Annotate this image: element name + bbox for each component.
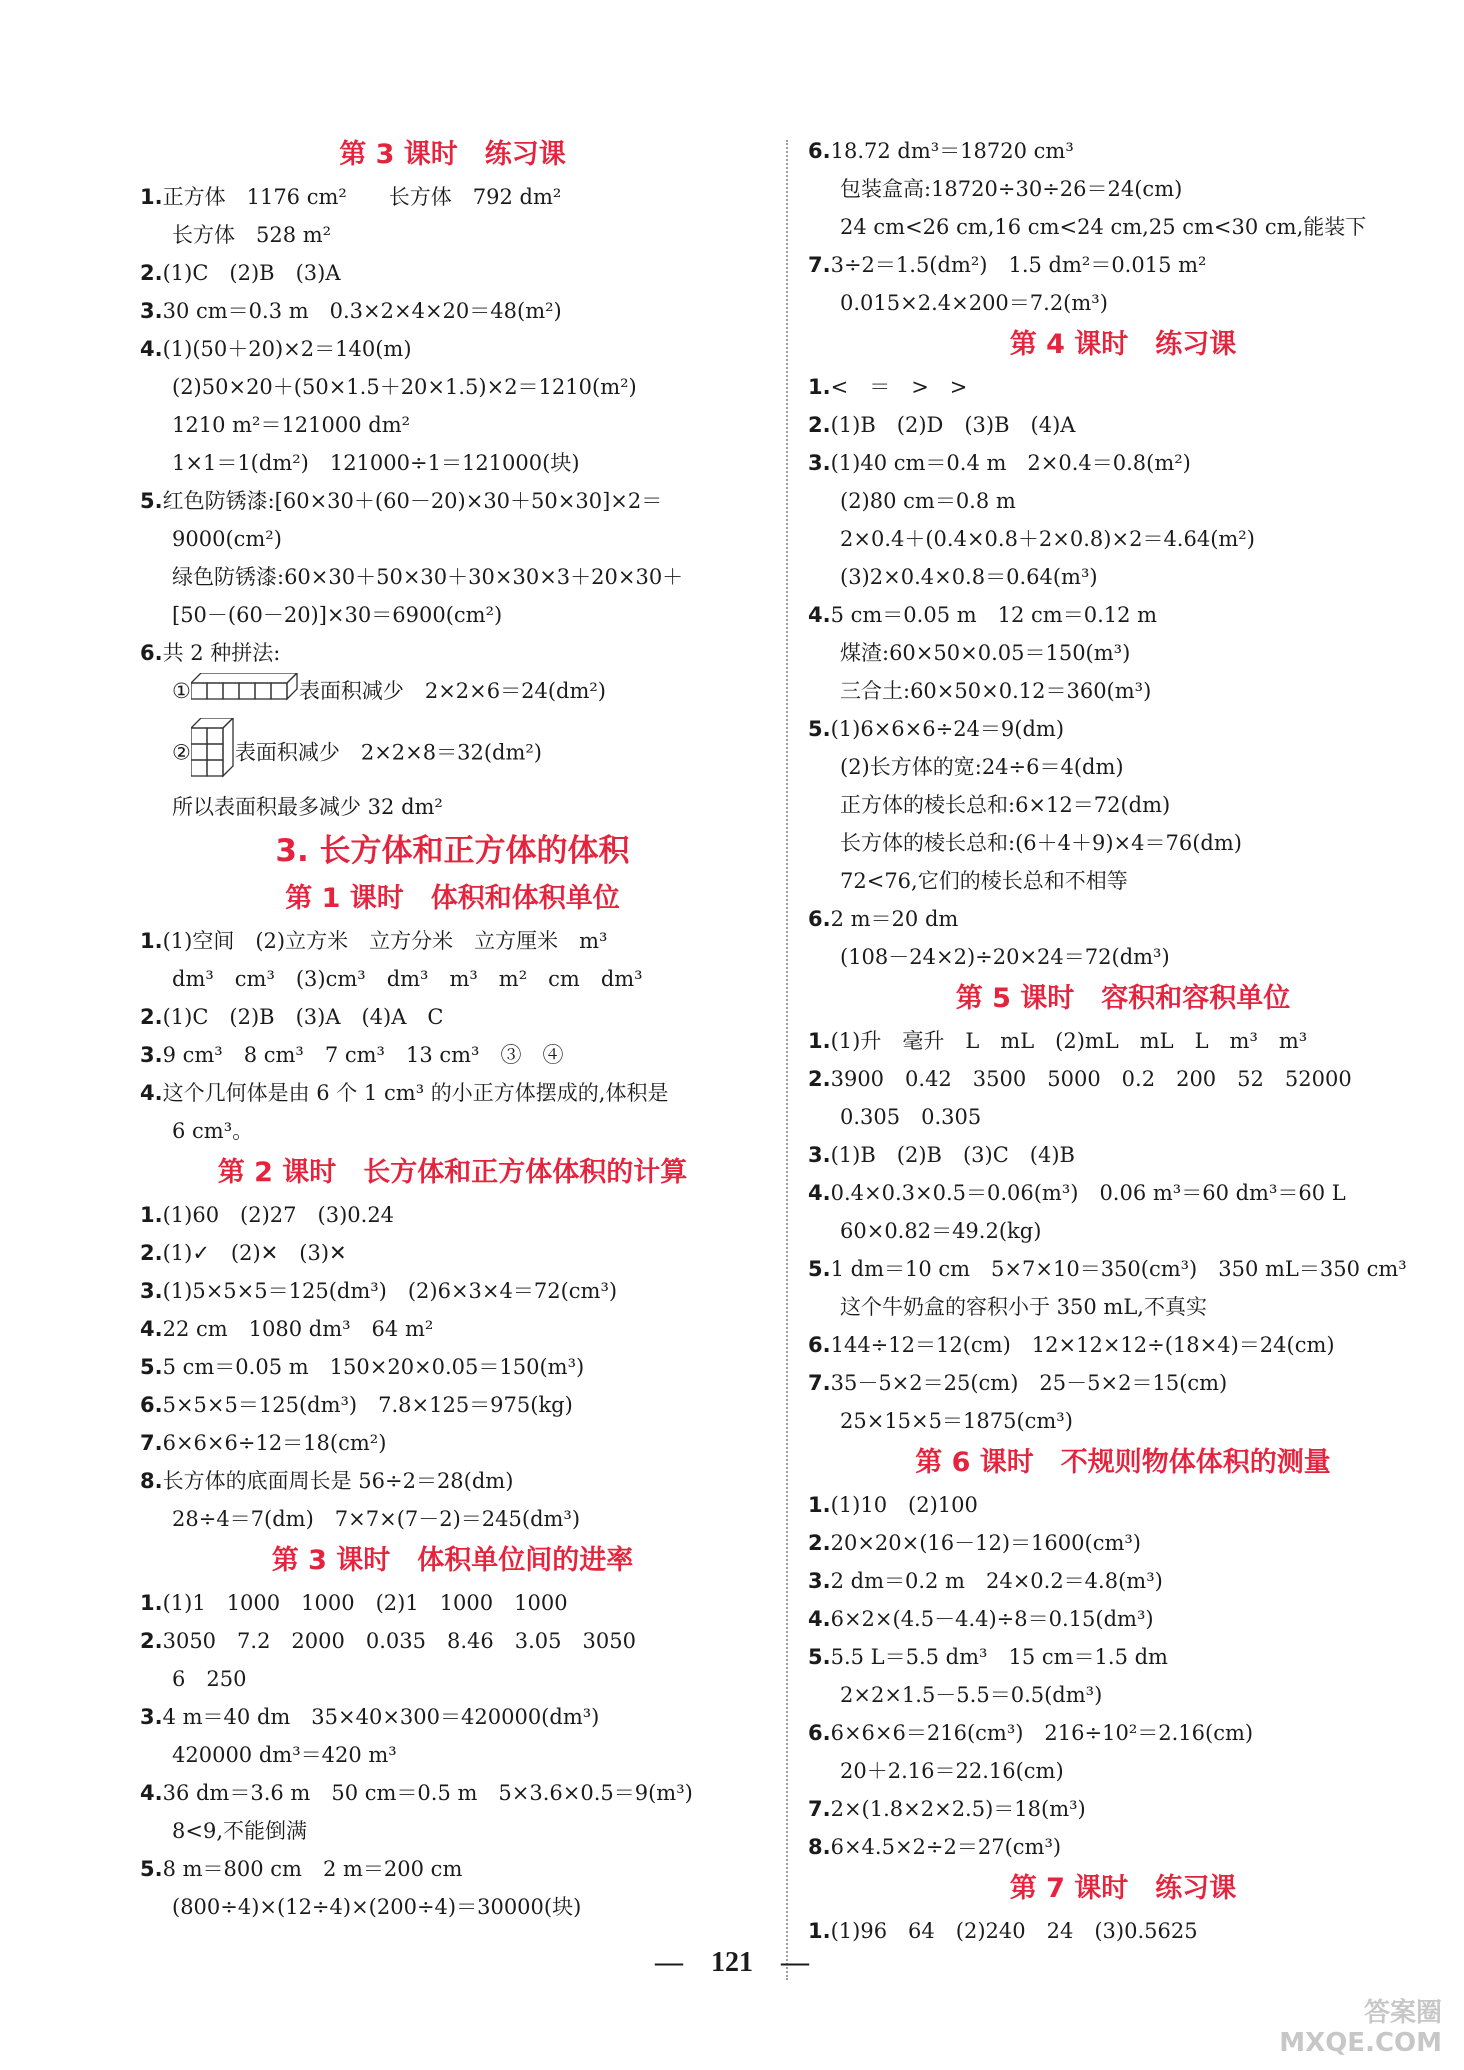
answer-text: 0.015×2.4×200＝7.2(m³) <box>840 291 1108 315</box>
right-column <box>808 132 1438 1950</box>
answer-text: 35－5×2＝25(cm) 25－5×2＝15(cm) <box>830 1371 1228 1395</box>
question-number: 3. <box>808 451 831 475</box>
answer-text: 8<9,不能倒满 <box>172 1819 307 1843</box>
question-number: 4. <box>808 1181 831 1205</box>
answer-continuation <box>808 520 1438 558</box>
answer-text: (108－24×2)÷20×24＝72(dm³) <box>840 945 1170 969</box>
answer-text: (1)40 cm＝0.4 m 2×0.4＝0.8(m²) <box>830 451 1191 475</box>
lesson-heading: 第 5 课时 容积和容积单位 <box>955 983 1291 1014</box>
answer-line <box>808 1364 1438 1402</box>
question-number: 4. <box>140 1317 163 1341</box>
answer-text: 1210 m²＝121000 dm² <box>172 413 411 437</box>
answer-line <box>140 1310 765 1348</box>
answer-text: 420000 dm³＝420 m³ <box>172 1743 397 1767</box>
answer-line <box>808 1714 1438 1752</box>
answer-line <box>808 1060 1438 1098</box>
answer-line <box>808 1136 1438 1174</box>
question-number: 5. <box>808 1257 831 1281</box>
answer-text: (1)B (2)D (3)B (4)A <box>830 413 1076 437</box>
answer-text: 3050 7.2 2000 0.035 8.46 3.05 3050 <box>162 1629 636 1653</box>
lesson-heading: 第 3 课时 练习课 <box>339 139 566 170</box>
question-number: 3. <box>808 1143 831 1167</box>
question-number: 2. <box>808 1531 831 1555</box>
answer-continuation <box>140 1888 765 1926</box>
question-number: 6. <box>808 139 831 163</box>
answer-text: 这个几何体是由 6 个 1 cm³ 的小正方体摆成的,体积是 <box>162 1081 669 1105</box>
answer-text: 2×2×1.5－5.5＝0.5(dm³) <box>840 1683 1103 1707</box>
question-number: 5. <box>140 489 163 513</box>
answer-continuation <box>808 1212 1438 1250</box>
answer-continuation <box>808 284 1438 322</box>
answer-text: 正方体的棱长总和:6×12＝72(dm) <box>840 793 1171 817</box>
answer-text: 28÷4＝7(dm) 7×7×(7－2)＝245(dm³) <box>172 1507 581 1531</box>
answer-text: (1)10 (2)100 <box>830 1493 978 1517</box>
answer-continuation <box>140 520 765 558</box>
answer-text: (1)5×5×5＝125(dm³) (2)6×3×4＝72(cm³) <box>162 1279 618 1303</box>
answer-text: 这个牛奶盒的容积小于 350 mL,不真实 <box>840 1295 1207 1319</box>
lesson-heading: 第 1 课时 体积和体积单位 <box>285 883 620 914</box>
answer-text: 4 m＝40 dm 35×40×300＝420000(dm³) <box>162 1705 600 1729</box>
answer-text: (2)80 cm＝0.8 m <box>840 489 1016 513</box>
question-number: 2. <box>140 1629 163 1653</box>
question-number: 3. <box>808 1569 831 1593</box>
question-number: 7. <box>140 1431 163 1455</box>
question-number: 7. <box>808 1797 831 1821</box>
answer-text: 红色防锈漆:[60×30＋(60－20)×30＋50×30]×2＝ <box>162 489 663 513</box>
question-number: 6. <box>140 1393 163 1417</box>
watermark-line-2: MXQE.COM <box>1279 2028 1442 2058</box>
answer-text: 5×5×5＝125(dm³) 7.8×125＝975(kg) <box>162 1393 573 1417</box>
answer-text: 24 cm<26 cm,16 cm<24 cm,25 cm<30 cm,能装下 <box>840 215 1367 239</box>
question-number: 6. <box>808 1333 831 1357</box>
answer-continuation <box>808 1752 1438 1790</box>
answer-continuation <box>140 596 765 634</box>
question-number: 1. <box>140 1591 163 1615</box>
answer-text: (2)50×20＋(50×1.5＋20×1.5)×2＝1210(m²) <box>172 375 637 399</box>
answer-line <box>140 1774 765 1812</box>
answer-line <box>140 292 765 330</box>
watermark <box>1279 1998 1442 2058</box>
answer-text: 5 cm＝0.05 m 150×20×0.05＝150(m³) <box>162 1355 585 1379</box>
question-number: 1. <box>140 185 163 209</box>
answer-line <box>808 406 1438 444</box>
answer-continuation <box>808 1098 1438 1136</box>
answer-text: 20＋2.16＝22.16(cm) <box>840 1759 1064 1783</box>
answer-continuation <box>140 444 765 482</box>
question-number: 5. <box>808 717 831 741</box>
figure-line <box>140 718 765 788</box>
page-number: 121 <box>711 1947 753 1978</box>
answer-text: 6 250 <box>172 1667 247 1691</box>
watermark-line-1: 答案圈 <box>1363 1998 1442 2028</box>
answer-text: 6×4.5×2÷2＝27(cm³) <box>830 1835 1062 1859</box>
answer-text: 共 2 种拼法: <box>162 641 281 665</box>
answer-line <box>140 1622 765 1660</box>
answer-continuation <box>808 482 1438 520</box>
answer-text: 72<76,它们的棱长总和不相等 <box>840 869 1128 893</box>
answer-continuation <box>808 170 1438 208</box>
answer-text: 60×0.82＝49.2(kg) <box>840 1219 1042 1243</box>
answer-line <box>140 1698 765 1736</box>
question-number: 4. <box>808 603 831 627</box>
answer-line <box>140 1234 765 1272</box>
answer-continuation <box>140 1660 765 1698</box>
answer-continuation <box>140 1736 765 1774</box>
answer-text: 0.305 0.305 <box>840 1105 982 1129</box>
question-number: 5. <box>140 1857 163 1881</box>
lesson-heading: 第 2 课时 长方体和正方体体积的计算 <box>217 1157 688 1188</box>
question-number: 1. <box>808 375 831 399</box>
question-number: 5. <box>140 1355 163 1379</box>
answer-text: (1)C (2)B (3)A (4)A C <box>162 1005 444 1029</box>
answer-line <box>140 1584 765 1622</box>
answer-text: 22 cm 1080 dm³ 64 m² <box>162 1317 434 1341</box>
question-number: 1. <box>140 1203 163 1227</box>
answer-text: 25×15×5＝1875(cm³) <box>840 1409 1073 1433</box>
answer-text: 1 dm＝10 cm 5×7×10＝350(cm³) 350 mL＝350 cm³ <box>830 1257 1407 1281</box>
answer-text: 6 cm³。 <box>172 1119 254 1143</box>
figure-text: 表面积减少 2×2×8＝32(dm²) <box>234 740 542 765</box>
answer-line <box>808 132 1438 170</box>
answer-continuation <box>808 672 1438 710</box>
answer-line <box>140 330 765 368</box>
answer-text: dm³ cm³ (3)cm³ dm³ m³ m² cm dm³ <box>172 967 643 991</box>
question-number: 1. <box>808 1919 831 1943</box>
answer-continuation <box>808 938 1438 976</box>
answer-line <box>140 1272 765 1310</box>
answer-text: 6×6×6＝216(cm³) 216÷10²＝2.16(cm) <box>830 1721 1254 1745</box>
answer-line <box>808 710 1438 748</box>
answer-continuation <box>140 558 765 596</box>
answer-line <box>140 1386 765 1424</box>
answer-line <box>140 1074 765 1112</box>
answer-continuation <box>140 1812 765 1850</box>
answer-text: (2)长方体的宽:24÷6＝4(dm) <box>840 755 1124 779</box>
figure-marker: ② <box>172 740 191 765</box>
answer-text: 6×2×(4.5－4.4)÷8＝0.15(dm³) <box>830 1607 1154 1631</box>
question-number: 4. <box>140 1781 163 1805</box>
question-number: 4. <box>808 1607 831 1631</box>
answer-line <box>140 1424 765 1462</box>
answer-text: 绿色防锈漆:60×30＋50×30＋30×30×3＋20×30＋ <box>172 565 684 589</box>
page-footer: — 121 — <box>654 1947 810 1978</box>
lesson-heading: 第 7 课时 练习课 <box>1009 1873 1237 1904</box>
question-number: 2. <box>808 413 831 437</box>
question-number: 6. <box>808 1721 831 1745</box>
answer-text: 0.4×0.3×0.5＝0.06(m³) 0.06 m³＝60 dm³＝60 L <box>830 1181 1346 1205</box>
answer-continuation <box>808 1676 1438 1714</box>
answer-text: 5.5 L＝5.5 dm³ 15 cm＝1.5 dm <box>830 1645 1168 1669</box>
answer-text: 正方体 1176 cm² 长方体 792 dm² <box>162 185 562 209</box>
answer-text: (1)60 (2)27 (3)0.24 <box>162 1203 395 1227</box>
cube-figure <box>191 718 235 790</box>
answer-continuation <box>140 1112 765 1150</box>
answer-line <box>140 998 765 1036</box>
answer-line <box>808 1790 1438 1828</box>
answer-line <box>140 1196 765 1234</box>
question-number: 7. <box>808 253 831 277</box>
answer-line <box>140 482 765 520</box>
answer-text: (1)✓ (2)✕ (3)✕ <box>162 1241 347 1265</box>
question-number: 6. <box>808 907 831 931</box>
answer-line <box>808 368 1438 406</box>
answer-line <box>808 1486 1438 1524</box>
answer-text: 144÷12＝12(cm) 12×12×12÷(18×4)＝24(cm) <box>830 1333 1335 1357</box>
answer-text: (1)空间 (2)立方米 立方分米 立方厘米 m³ <box>162 929 608 953</box>
answer-text: 长方体 528 m² <box>172 223 332 247</box>
question-number: 1. <box>808 1493 831 1517</box>
figure-marker: ① <box>172 679 191 703</box>
answer-text: (1)1 1000 1000 (2)1 1000 1000 <box>162 1591 568 1615</box>
question-number: 1. <box>140 929 163 953</box>
answer-line <box>808 1174 1438 1212</box>
answer-text: 2 dm＝0.2 m 24×0.2＝4.8(m³) <box>830 1569 1163 1593</box>
question-number: 4. <box>140 337 163 361</box>
answer-text: 3÷2＝1.5(dm²) 1.5 dm²＝0.015 m² <box>830 253 1207 277</box>
answer-text: < ＝ > > <box>830 375 968 399</box>
answer-text: 30 cm＝0.3 m 0.3×2×4×20＝48(m²) <box>162 299 562 323</box>
answer-line <box>140 1348 765 1386</box>
answer-line <box>140 922 765 960</box>
question-number: 7. <box>808 1371 831 1395</box>
question-number: 2. <box>140 1241 163 1265</box>
question-number: 3. <box>140 1705 163 1729</box>
answer-text: 20×20×(16－12)＝1600(cm³) <box>830 1531 1141 1555</box>
answer-text: 包装盒高:18720÷30÷26＝24(cm) <box>840 177 1183 201</box>
answer-text: (1)96 64 (2)240 24 (3)0.5625 <box>830 1919 1198 1943</box>
answer-continuation <box>140 960 765 998</box>
answer-text: (1)C (2)B (3)A <box>162 261 341 285</box>
answer-line <box>808 1326 1438 1364</box>
answer-continuation <box>808 748 1438 786</box>
answer-text: (1)6×6×6÷24＝9(dm) <box>830 717 1065 741</box>
answer-text: 煤渣:60×50×0.05＝150(m³) <box>840 641 1131 665</box>
question-number: 6. <box>140 641 163 665</box>
answer-text: 所以表面积最多减少 32 dm² <box>172 795 443 819</box>
answer-continuation <box>808 862 1438 900</box>
answer-text: 3900 0.42 3500 5000 0.2 200 52 52000 <box>830 1067 1352 1091</box>
question-number: 5. <box>808 1645 831 1669</box>
answer-continuation <box>808 558 1438 596</box>
question-number: 8. <box>808 1835 831 1859</box>
cube-figure <box>191 673 299 713</box>
answer-text: 5 cm＝0.05 m 12 cm＝0.12 m <box>830 603 1158 627</box>
answer-line <box>140 1850 765 1888</box>
figure-line <box>140 672 765 718</box>
question-number: 3. <box>140 1043 163 1067</box>
chapter-title: 3. 长方体和正方体的体积 <box>275 833 630 869</box>
question-number: 4. <box>140 1081 163 1105</box>
question-number: 2. <box>140 261 163 285</box>
answer-line <box>808 1562 1438 1600</box>
answer-text: 8 m＝800 cm 2 m＝200 cm <box>162 1857 463 1881</box>
answer-line <box>808 1600 1438 1638</box>
answer-line <box>808 1022 1438 1060</box>
question-number: 3. <box>140 1279 163 1303</box>
answer-text: (1)(50＋20)×2＝140(m) <box>162 337 412 361</box>
answer-text: 长方体的底面周长是 56÷2＝28(dm) <box>162 1469 514 1493</box>
answer-continuation <box>140 788 765 826</box>
question-number: 2. <box>808 1067 831 1091</box>
answer-line <box>808 444 1438 482</box>
answer-continuation <box>140 216 765 254</box>
answer-text: 长方体的棱长总和:(6＋4＋9)×4＝76(dm) <box>840 831 1242 855</box>
answer-text: (1)B (2)B (3)C (4)B <box>830 1143 1075 1167</box>
answer-line <box>808 1828 1438 1866</box>
answer-text: 6×6×6÷12＝18(cm²) <box>162 1431 387 1455</box>
left-column <box>140 132 765 1926</box>
answer-continuation <box>808 634 1438 672</box>
answer-line <box>140 254 765 292</box>
answer-text: 2×(1.8×2×2.5)＝18(m³) <box>830 1797 1086 1821</box>
question-number: 1. <box>808 1029 831 1053</box>
answer-continuation <box>808 1402 1438 1440</box>
answer-line <box>808 900 1438 938</box>
answer-text: 三合土:60×50×0.12＝360(m³) <box>840 679 1152 703</box>
question-number: 2. <box>140 1005 163 1029</box>
answer-text: 9000(cm²) <box>172 527 282 551</box>
answer-text: [50－(60－20)]×30＝6900(cm²) <box>172 603 503 627</box>
answer-text: 36 dm＝3.6 m 50 cm＝0.5 m 5×3.6×0.5＝9(m³) <box>162 1781 693 1805</box>
answer-text: 2 m＝20 dm <box>830 907 959 931</box>
answer-continuation <box>808 208 1438 246</box>
answer-continuation <box>808 824 1438 862</box>
figure-text: 表面积减少 2×2×6＝24(dm²) <box>298 679 606 703</box>
answer-continuation <box>140 368 765 406</box>
lesson-heading: 第 6 课时 不规则物体体积的测量 <box>915 1447 1331 1478</box>
answer-line <box>808 596 1438 634</box>
answer-text: 9 cm³ 8 cm³ 7 cm³ 13 cm³ ③ ④ <box>162 1043 564 1067</box>
answer-continuation <box>808 1288 1438 1326</box>
column-divider <box>786 140 788 1980</box>
lesson-heading: 第 3 课时 体积单位间的进率 <box>271 1545 634 1576</box>
answer-continuation <box>140 1500 765 1538</box>
answer-line <box>140 1036 765 1074</box>
answer-line <box>808 1250 1438 1288</box>
answer-text: (3)2×0.4×0.8＝0.64(m³) <box>840 565 1098 589</box>
answer-continuation <box>140 406 765 444</box>
answer-line <box>808 246 1438 284</box>
answer-text: 18.72 dm³＝18720 cm³ <box>830 139 1074 163</box>
question-number: 3. <box>140 299 163 323</box>
answer-text: (1)升 毫升 L mL (2)mL mL L m³ m³ <box>830 1029 1308 1053</box>
answer-line <box>140 1462 765 1500</box>
answer-line <box>140 634 765 672</box>
question-number: 8. <box>140 1469 163 1493</box>
lesson-heading: 第 4 课时 练习课 <box>1009 329 1237 360</box>
answer-text: 2×0.4＋(0.4×0.8＋2×0.8)×2＝4.64(m²) <box>840 527 1255 551</box>
answer-line <box>808 1638 1438 1676</box>
answer-text: 1×1＝1(dm²) 121000÷1＝121000(块) <box>172 451 580 475</box>
answer-line <box>140 178 765 216</box>
answer-line <box>808 1524 1438 1562</box>
answer-text: (800÷4)×(12÷4)×(200÷4)＝30000(块) <box>172 1895 582 1919</box>
answer-continuation <box>808 786 1438 824</box>
